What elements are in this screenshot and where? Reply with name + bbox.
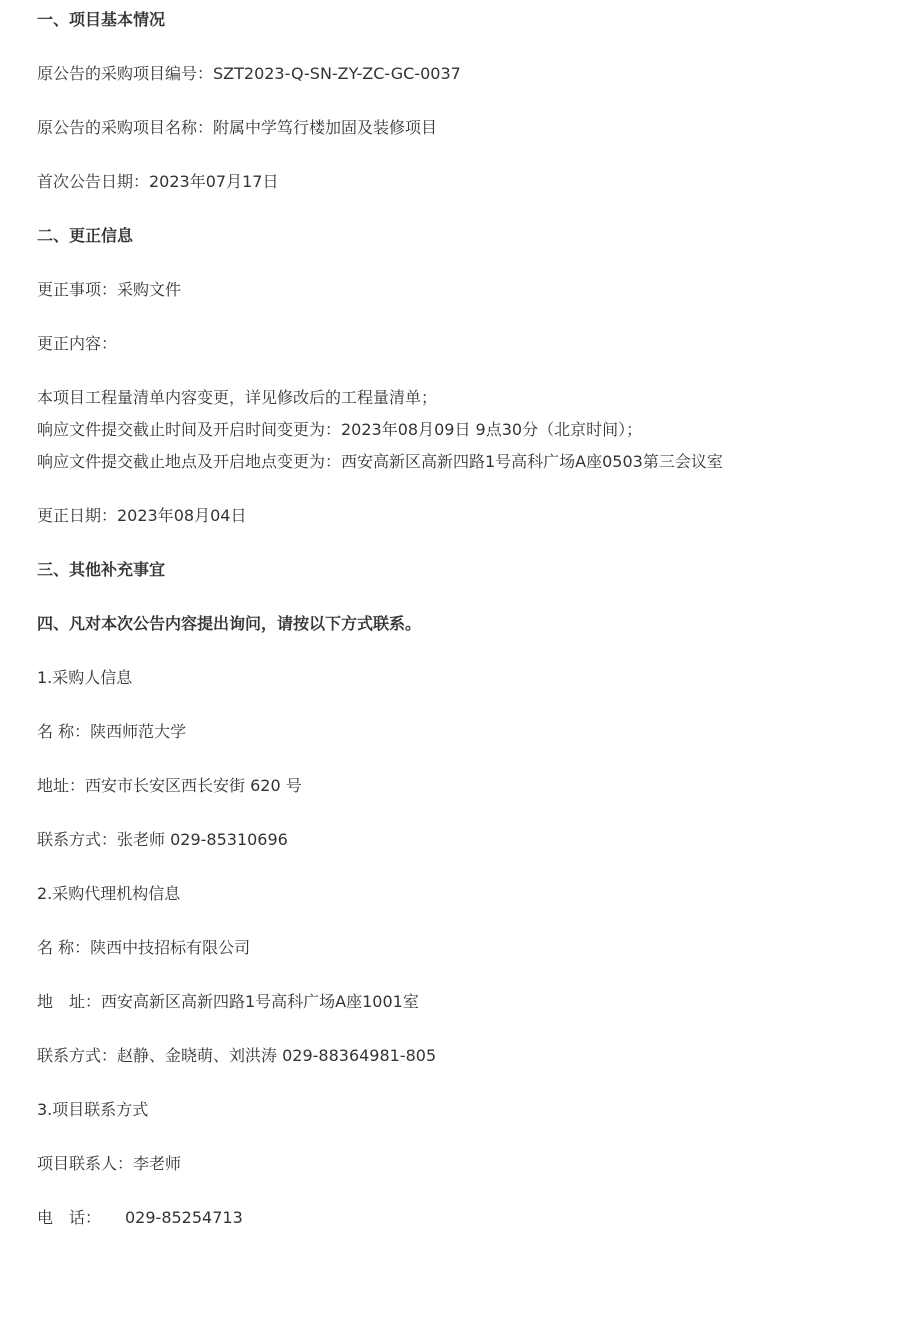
original-project-name: 原公告的采购项目名称：附属中学笃行楼加固及装修项目 xyxy=(37,118,438,137)
correction-content-line-2: 响应文件提交截止时间及开启时间变更为：2023年08月09日 9点30分（北京时间）； xyxy=(37,420,643,439)
project-contact-label: 3.项目联系方式 xyxy=(37,1100,149,1119)
first-announcement-date: 首次公告日期：2023年07月17日 xyxy=(37,172,279,191)
agency-name: 名 称：陕西中技招标有限公司 xyxy=(37,938,251,957)
agency-info-label: 2.采购代理机构信息 xyxy=(37,884,181,903)
section-heading-basic-info: 一、项目基本情况 xyxy=(37,10,166,29)
correction-content-line-1: 本项目工程量清单内容变更，详见修改后的工程量清单； xyxy=(37,388,438,407)
section-heading-contact: 四、凡对本次公告内容提出询问，请按以下方式联系。 xyxy=(37,614,422,633)
project-contact-person: 项目联系人：李老师 xyxy=(37,1154,182,1173)
correction-date: 更正日期：2023年08月04日 xyxy=(37,506,247,525)
correction-content-line-3: 响应文件提交截止地点及开启地点变更为：西安高新区高新四路1号高科广场A座0503第三会议室 xyxy=(37,452,723,471)
purchaser-name: 名 称：陕西师范大学 xyxy=(37,722,187,741)
project-contact-phone: 电 话： 029-85254713 xyxy=(37,1208,243,1227)
correction-content-label: 更正内容： xyxy=(37,334,118,353)
purchaser-contact: 联系方式：张老师 029-85310696 xyxy=(37,830,288,849)
agency-address: 地 址：西安高新区高新四路1号高科广场A座1001室 xyxy=(37,992,419,1011)
purchaser-info-label: 1.采购人信息 xyxy=(37,668,133,687)
correction-item: 更正事项：采购文件 xyxy=(37,280,182,299)
purchaser-address: 地址：西安市长安区西长安街 620 号 xyxy=(37,776,302,795)
agency-contact: 联系方式：赵静、金晓萌、刘洪涛 029-88364981-805 xyxy=(37,1046,437,1065)
section-heading-other-matters: 三、其他补充事宜 xyxy=(37,560,166,579)
section-heading-correction-info: 二、更正信息 xyxy=(37,226,134,245)
original-project-number: 原公告的采购项目编号：SZT2023-Q-SN-ZY-ZC-GC-0037 xyxy=(37,64,461,83)
